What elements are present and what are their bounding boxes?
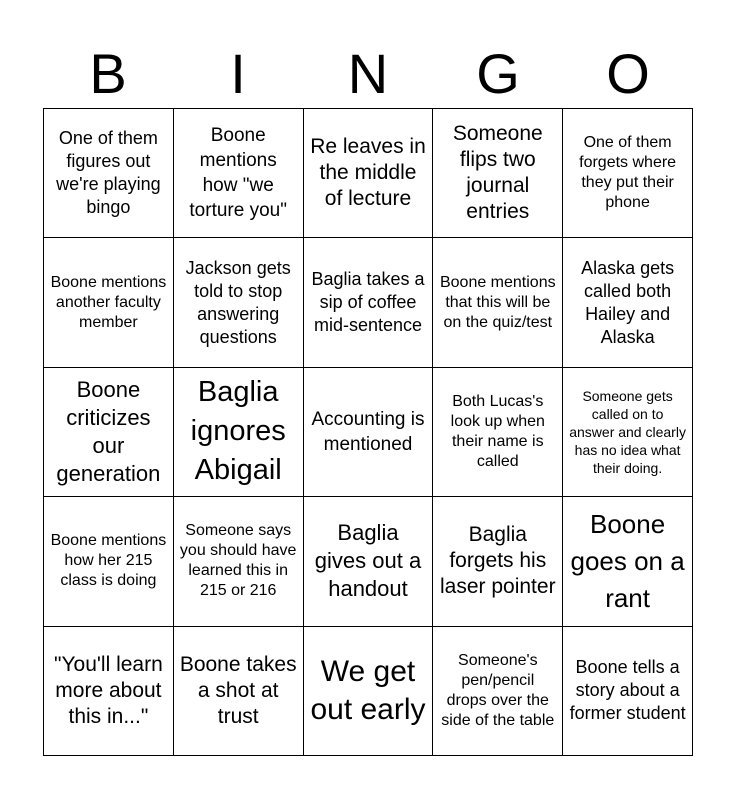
bingo-cell[interactable]: "You'll learn more about this in..." — [44, 627, 174, 756]
bingo-cell[interactable]: Re leaves in the middle of lecture — [304, 109, 434, 238]
bingo-cell[interactable]: Someone gets called on to answer and clearly has no idea what their doing. — [563, 368, 693, 497]
bingo-cell[interactable]: Accounting is mentioned — [304, 368, 434, 497]
bingo-cell[interactable]: Boone mentions how "we torture you" — [174, 109, 304, 238]
bingo-cell[interactable]: Boone tells a story about a former student — [563, 627, 693, 756]
header-letter-g: G — [476, 42, 520, 105]
bingo-cell[interactable]: Boone takes a shot at trust — [174, 627, 304, 756]
bingo-board — [43, 108, 693, 756]
bingo-cell[interactable]: Both Lucas's look up when their name is called — [433, 368, 563, 497]
bingo-cell[interactable]: Jackson gets told to stop answering questions — [174, 238, 304, 367]
header-letter-o: O — [606, 42, 650, 105]
header-letter-b: B — [89, 42, 127, 105]
bingo-cell[interactable]: One of them figures out we're playing bingo — [44, 109, 174, 238]
bingo-cell[interactable]: Alaska gets called both Hailey and Alaska — [563, 238, 693, 367]
bingo-cell[interactable]: Baglia takes a sip of coffee mid-sentence — [304, 238, 434, 367]
bingo-cell[interactable]: Boone mentions that this will be on the quiz/test — [433, 238, 563, 367]
header-letter-n: N — [347, 42, 389, 105]
bingo-cell[interactable]: We get out early — [304, 627, 434, 756]
bingo-cell[interactable]: Boone mentions how her 215 class is doing — [44, 497, 174, 626]
bingo-header — [43, 40, 693, 108]
bingo-cell[interactable]: Baglia ignores Abigail — [174, 368, 304, 497]
bingo-cell[interactable]: Someone's pen/pencil drops over the side of the table — [433, 627, 563, 756]
bingo-cell[interactable]: One of them forgets where they put their phone — [563, 109, 693, 238]
bingo-cell[interactable]: Boone criticizes our generation — [44, 368, 174, 497]
bingo-cell[interactable]: Boone goes on a rant — [563, 497, 693, 626]
bingo-cell[interactable]: Boone mentions another faculty member — [44, 238, 174, 367]
bingo-cell[interactable]: Someone says you should have learned this in 215 or 216 — [174, 497, 304, 626]
bingo-cell[interactable]: Baglia gives out a handout — [304, 497, 434, 626]
bingo-cell[interactable]: Someone flips two journal entries — [433, 109, 563, 238]
bingo-cell[interactable]: Baglia forgets his laser pointer — [433, 497, 563, 626]
header-letter-i: I — [230, 42, 246, 105]
